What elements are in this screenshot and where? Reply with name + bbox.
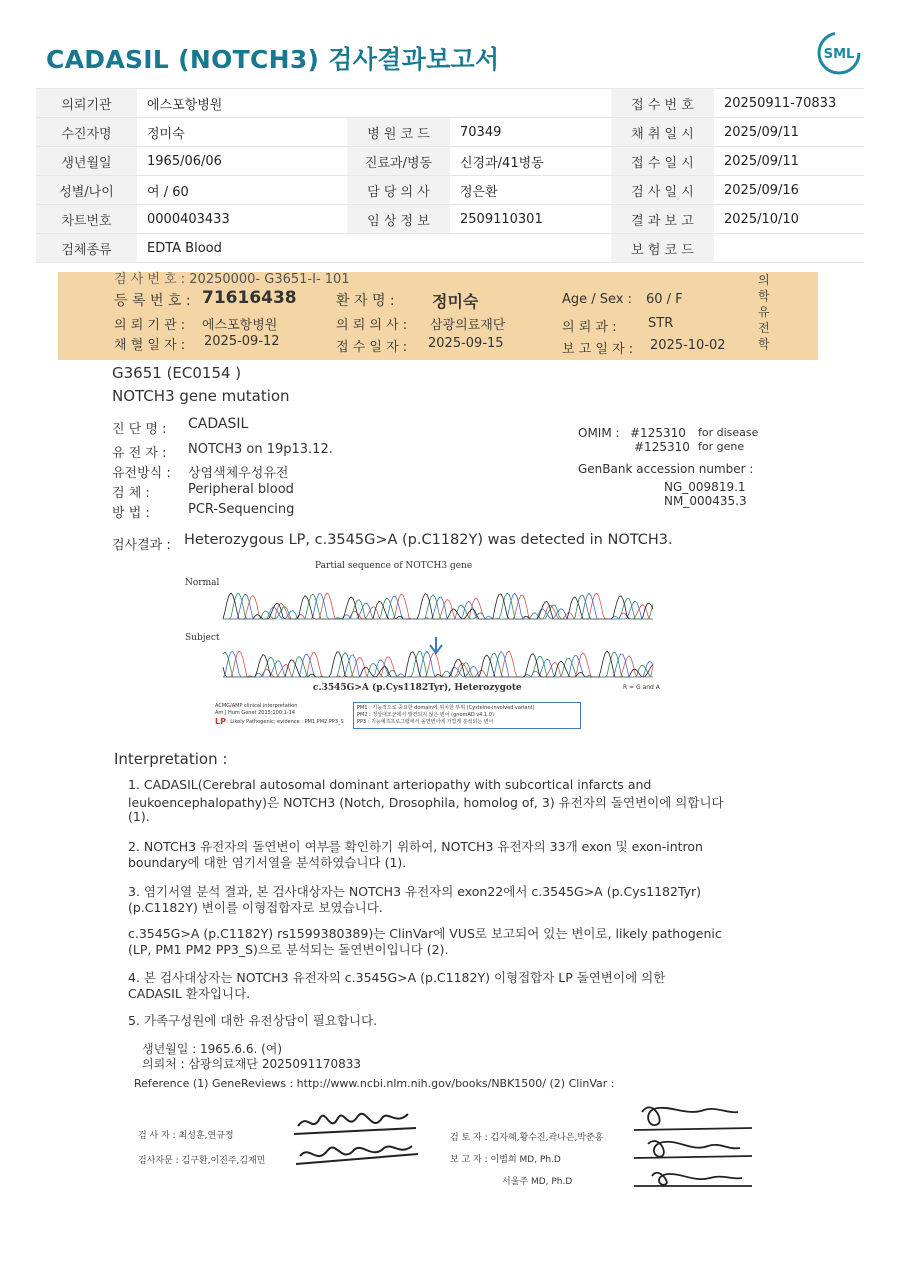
- advisor: 검사자문 : 김구환,이진주,김재민: [138, 1156, 266, 1166]
- gene-label: 유 전 자 :: [112, 446, 167, 461]
- trace-line: [223, 651, 653, 677]
- info-value: 정미숙: [137, 118, 347, 147]
- interp-p3d: (LP, PM1 PM2 PP3_S)으로 분석되는 돌연변이입니다 (2).: [128, 942, 449, 957]
- specimen-value: Peripheral blood: [188, 482, 294, 497]
- inheritance-label: 유전방식 :: [112, 466, 171, 481]
- info-label: 성별/나이: [36, 176, 137, 205]
- recv-label: 접 수 일 자 :: [336, 340, 408, 355]
- info-label: 접 수 일 시: [611, 147, 714, 176]
- trace-line: [223, 651, 653, 677]
- agesex-label: Age / Sex :: [562, 292, 633, 307]
- omim-label: OMIM :: [578, 426, 620, 440]
- interp-p2a: 2. NOTCH3 유전자의 돌연변이 여부를 확인하기 위하여, NOTCH3 유전자의 33개 exon 및 exon-intron: [128, 839, 703, 854]
- requester: 의뢰처 : 삼광의료재단 2025091170833: [142, 1057, 362, 1071]
- doc-label: 의 뢰 의 사 :: [336, 318, 408, 333]
- interp-p1a: 1. CADASIL(Cerebral autosomal dominant arteriopathy with subcortical infarcts and: [128, 777, 652, 792]
- info-label: 병 원 코 드: [347, 118, 450, 147]
- result-value: Heterozygous LP, c.3545G>A (p.C1182Y) was detected in NOTCH3.: [184, 532, 673, 548]
- interp-p1b: leukoencephalopathy)은 NOTCH3 (Notch, Drosophila, homolog of, 3) 유전자의 돌연변이에 의합니다: [128, 795, 724, 810]
- info-value: 20250911-70833: [714, 89, 864, 118]
- genbank-nm: NM_000435.3: [664, 494, 747, 508]
- dept-value: STR: [648, 316, 674, 331]
- interp-p2b: boundary에 대한 염기서열을 분석하였습니다 (1).: [128, 855, 407, 870]
- info-value: [714, 234, 864, 263]
- omim-disease: #125310: [630, 426, 686, 440]
- interp-p4a: 4. 본 검사대상자는 NOTCH3 유전자의 c.3545G>A (p.C1182Y) 이형접합자 LP 돌연변이에 의한: [128, 970, 666, 985]
- doc-value: 삼광의료재단: [430, 318, 506, 333]
- chromatogram-title: Partial sequence of NOTCH3 gene: [315, 561, 473, 571]
- info-row: [36, 234, 864, 263]
- info-row: [36, 205, 864, 234]
- info-row: [36, 147, 864, 176]
- info-row: [36, 176, 864, 205]
- interp-p4b: CADASIL 환자입니다.: [128, 986, 251, 1001]
- mutation-caption: c.3545G>A (p.Cys1182Tyr), Heterozygote: [313, 683, 522, 693]
- info-value: EDTA Blood: [137, 234, 611, 263]
- info-value: 2025/09/11: [714, 147, 864, 176]
- method-value: PCR-Sequencing: [188, 502, 295, 517]
- info-value: 정은환: [450, 176, 611, 205]
- genbank-ng: NG_009819.1: [664, 480, 746, 494]
- interp-p5: 5. 가족구성원에 대한 유전상담이 필요합니다.: [128, 1013, 378, 1028]
- info-label: 접 수 번 호: [611, 89, 714, 118]
- dx-value: CADASIL: [188, 416, 249, 432]
- reg-label: 등 록 번 호 :: [114, 293, 191, 309]
- report-label: 보 고 일 자 :: [562, 342, 634, 357]
- info-label: 담 당 의 사: [347, 176, 450, 205]
- draw-value: 2025-09-12: [204, 334, 280, 349]
- specimen-label: 검 체 :: [112, 486, 150, 501]
- signature-reviewer: [628, 1094, 758, 1190]
- info-label: 검체종류: [36, 234, 137, 263]
- sml-logo: [816, 30, 862, 76]
- info-value: 0000403433: [137, 205, 347, 234]
- test-name: NOTCH3 gene mutation: [112, 387, 290, 405]
- mutation-arrow-icon: [430, 637, 442, 653]
- omim-gene-note: for gene: [698, 440, 745, 453]
- draw-label: 채 혈 일 자 :: [114, 338, 186, 353]
- cut-line: 검 사 번 호 : 20250000- G3651-I- 101: [114, 272, 350, 287]
- reviewer: 검 토 자 : 김자혜,황수진,곽나은,박준홍: [450, 1133, 604, 1143]
- trace-line: [223, 651, 653, 677]
- result-label: 검사결과 :: [112, 538, 171, 553]
- acmg-line1: ACMG/AMP clinical interpretation: [215, 703, 298, 709]
- criteria-box: [353, 702, 581, 729]
- info-label: 생년월일: [36, 147, 137, 176]
- info-value: 2509110301: [450, 205, 611, 234]
- info-label: 의뢰기관: [36, 89, 137, 118]
- pm2-note: PM2 : 정상대조군에서 발견되지 않은 변이 (gnomAD v4.1.0): [357, 712, 494, 718]
- test-code: G3651 (EC0154 ): [112, 364, 242, 382]
- info-value: 신경과/41병동: [450, 147, 611, 176]
- interp-p1c: (1).: [128, 809, 150, 824]
- signature-tester: [288, 1104, 438, 1174]
- agesex-value: 60 / F: [646, 292, 683, 307]
- interp-p3a: 3. 염기서열 분석 결과, 본 검사대상자는 NOTCH3 유전자의 exon22에서 c.3545G>A (p.Cys1182Tyr): [128, 884, 702, 899]
- genbank-label: GenBank accession number :: [578, 462, 754, 476]
- dx-label: 진 단 명 :: [112, 422, 167, 437]
- info-value: 여 / 60: [137, 176, 347, 205]
- report-title: CADASIL (NOTCH3) 검사결과보고서: [46, 45, 500, 74]
- info-value: 2025/10/10: [714, 205, 864, 234]
- interp-p3c: c.3545G>A (p.C1182Y) rs1599380389)는 ClinVar에 VUS로 보고되어 있는 변이로, likely pathogenic: [128, 926, 722, 941]
- subject-label: Subject: [185, 633, 220, 643]
- acmg-line2: Am J Hum Genet 2015;100:1-14: [215, 710, 296, 716]
- info-label: 임 상 정 보: [347, 205, 450, 234]
- info-row: [36, 89, 864, 118]
- info-label: 검 사 일 시: [611, 176, 714, 205]
- scanned-report: [58, 268, 820, 1198]
- reference: Reference (1) GeneReviews : http://www.ncbi.nlm.nih.gov/books/NBK1500/ (2) ClinVar :: [134, 1077, 615, 1090]
- lp-note: : Likely Pathogenic; evidence : PM1 PM2 PP3_S: [227, 719, 344, 725]
- omim-disease-note: for disease: [698, 426, 759, 439]
- normal-label: Normal: [185, 578, 220, 588]
- info-label: 수진자명: [36, 118, 137, 147]
- omim-gene: #125310: [634, 440, 690, 454]
- inheritance-value: 상염색체우성유전: [188, 466, 289, 481]
- birth-date: 생년월일 : 1965.6.6. (여): [142, 1042, 283, 1056]
- interp-p3b: (p.C1182Y) 변이를 이형접합자로 보였습니다.: [128, 900, 383, 915]
- info-value: 1965/06/06: [137, 147, 347, 176]
- patient-label: 환 자 명 :: [336, 293, 395, 309]
- rga-note: R = G and A: [623, 684, 660, 691]
- inst-label: 의 뢰 기 관 :: [114, 318, 186, 333]
- info-value: 70349: [450, 118, 611, 147]
- method-label: 방 법 :: [112, 506, 150, 521]
- patient-value: 정미숙: [432, 292, 479, 311]
- lp-badge: LP: [215, 717, 226, 726]
- info-value: 2025/09/16: [714, 176, 864, 205]
- logo-text: SML: [823, 47, 855, 62]
- info-label: 보 험 코 드: [611, 234, 714, 263]
- recv-value: 2025-09-15: [428, 336, 504, 351]
- chromatogram-figure: [183, 561, 703, 763]
- info-label: 채 취 일 시: [611, 118, 714, 147]
- info-label: 진료과/병동: [347, 147, 450, 176]
- info-row: [36, 118, 864, 147]
- info-value: 에스포항병원: [137, 89, 611, 118]
- reg-value: 71616438: [202, 288, 297, 308]
- pp3-note: PP3 : 기능예측프로그램에서 돌연변이에 가깝게 분석되는 변이: [357, 719, 494, 725]
- interpretation-title: Interpretation :: [114, 750, 228, 768]
- reporter-2: 서울주 MD, Ph.D: [502, 1177, 573, 1187]
- report-value: 2025-10-02: [650, 338, 726, 353]
- trace-line: [223, 651, 653, 677]
- patient-info-table: [36, 88, 864, 263]
- dept-label: 의 뢰 과 :: [562, 320, 617, 335]
- reporter: 보 고 자 : 이범희 MD, Ph.D: [450, 1155, 561, 1165]
- vertical-text: 의 학 유 전 학: [758, 273, 770, 351]
- chromatogram-traces: [183, 573, 703, 691]
- gene-value: NOTCH3 on 19p13.12.: [188, 442, 333, 457]
- info-label: 결 과 보 고: [611, 205, 714, 234]
- pm1-note: PM1 : 기능적으로 중요한 domain에 위치한 부위 (Cysteine-involved variant): [357, 705, 535, 711]
- tester: 검 사 자 : 최성훈,연규정: [138, 1131, 234, 1141]
- inst-value: 에스포항병원: [202, 318, 278, 333]
- info-value: 2025/09/11: [714, 118, 864, 147]
- info-label: 차트번호: [36, 205, 137, 234]
